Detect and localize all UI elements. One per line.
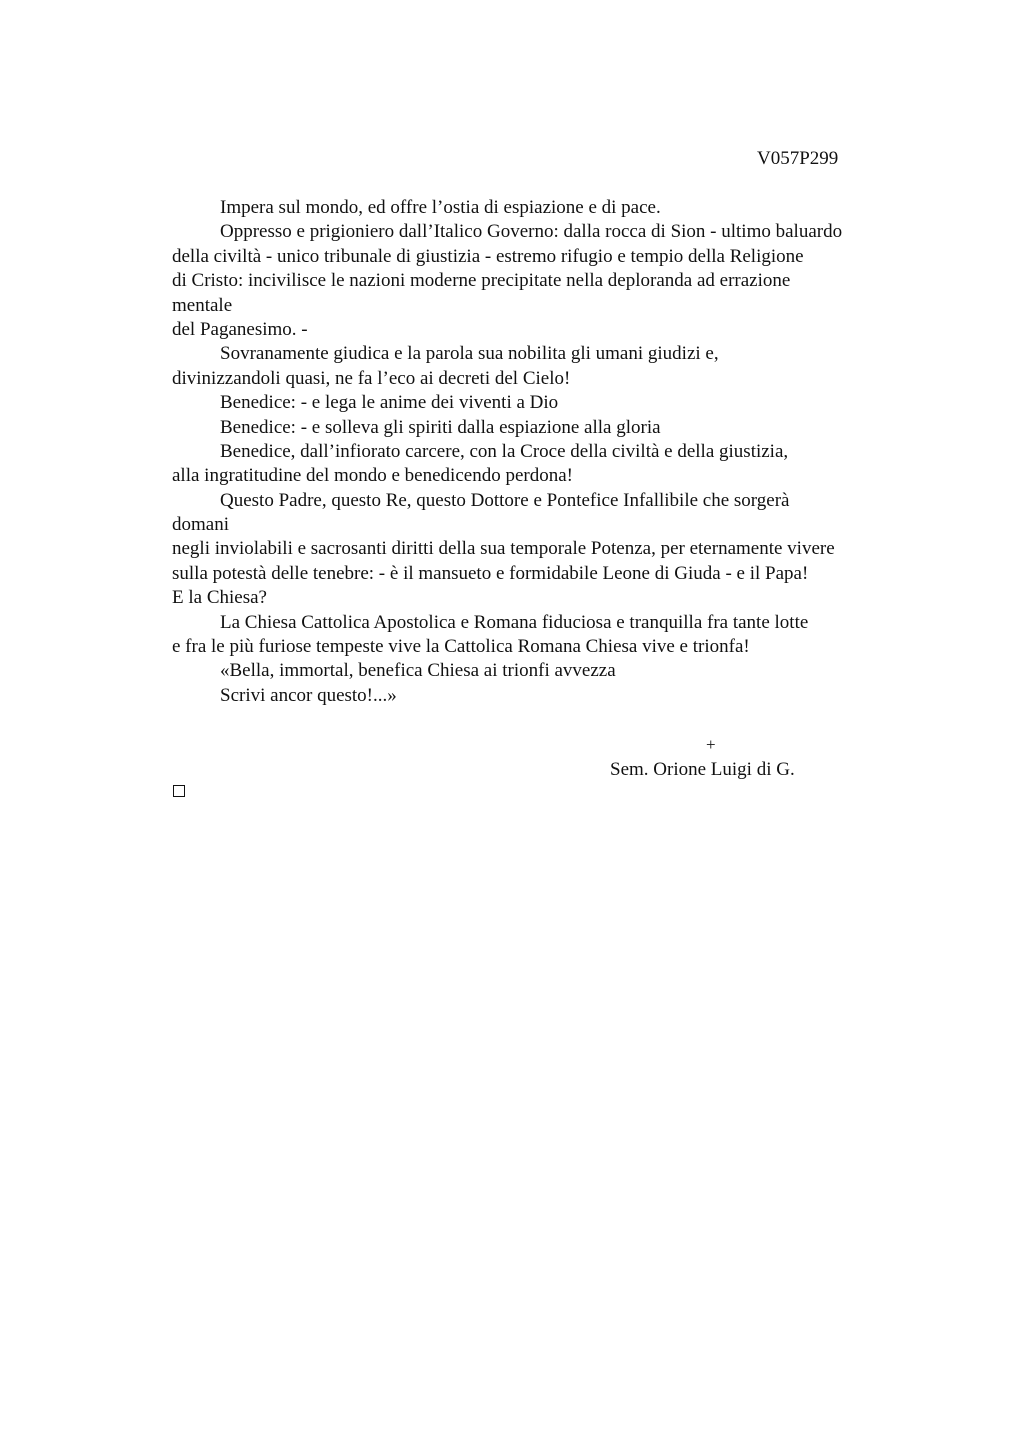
text-line: del Paganesimo. - [172,318,308,340]
cross-symbol: + [706,735,716,754]
text-line: di Cristo: incivilisce le nazioni moderne precipitate nella deploranda ad errazione [172,270,791,292]
text-line: Benedice: - e lega le anime dei viventi a Dio [220,392,559,414]
text-line: della civiltà - unico tribunale di giustizia - estremo rifugio e tempio della Religione [172,245,804,267]
signature: Sem. Orione Luigi di G. [610,759,795,780]
text-line: negli inviolabili e sacrosanti diritti della sua temporale Potenza, per eternamente vivere [172,538,835,560]
letter-body [172,196,912,708]
text-line: alla ingratitudine del mondo e benedicendo perdona! [172,465,573,487]
text-line: e fra le più furiose tempeste vive la Cattolica Romana Chiesa vive e trionfa! [172,636,750,658]
text-line: Impera sul mondo, ed offre l’ostia di espiazione e di pace. [220,197,661,218]
text-line: E la Chiesa? [172,587,267,609]
page-code: V057P299 [757,148,839,169]
text-line: Scrivi ancor questo!...» [220,684,397,706]
text-line: Sovranamente giudica e la parola sua nobilita gli umani giudizi e, [220,343,719,365]
text-line: domani [172,514,229,536]
text-line: sulla potestà delle tenebre: - è il mansueto e formidabile Leone di Giuda - e il Papa! [172,562,809,584]
text-line: mentale [172,294,233,316]
text-line: «Bella, immortal, benefica Chiesa ai trionfi avvezza [220,660,616,682]
text-line: divinizzandoli quasi, ne fa l’eco ai decreti del Cielo! [172,367,571,389]
text-line: Oppresso e prigioniero dall’Italico Governo: dalla rocca di Sion - ultimo baluardo [220,221,843,243]
text-line: Benedice, dall’infiorato carcere, con la Croce della civiltà e della giustizia, [220,440,789,462]
text-line: Benedice: - e solleva gli spiriti dalla espiazione alla gloria [220,416,661,438]
text-line: Questo Padre, questo Re, questo Dottore e Pontefice Infallibile che sorgerà [220,489,790,511]
text-line: La Chiesa Cattolica Apostolica e Romana fiduciosa e tranquilla fra tante lotte [220,611,809,633]
square-outline-icon [173,785,185,797]
